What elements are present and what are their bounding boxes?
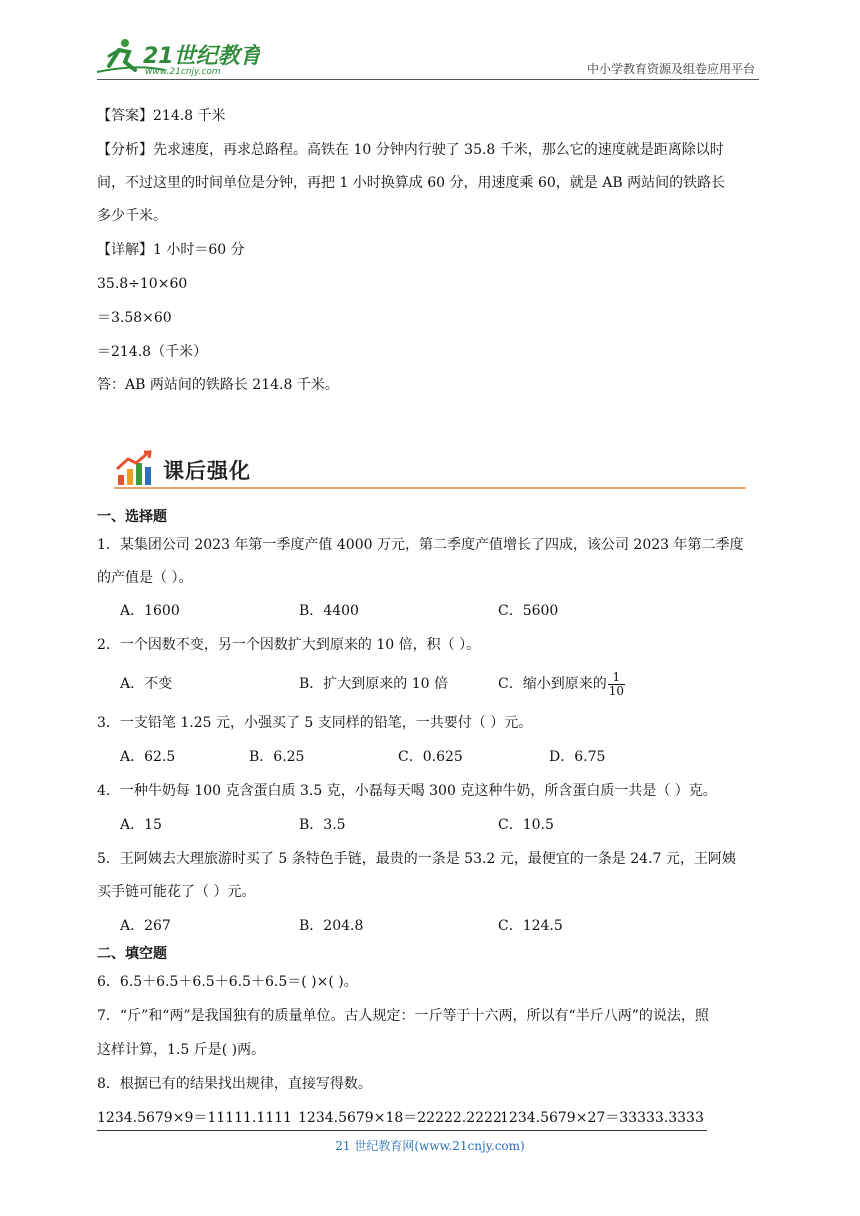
q7-line-2: 这样计算，1.5 斤是( )两。 bbox=[97, 1042, 266, 1058]
q8-line: 8．根据已有的结果找出规律，直接写得数。 bbox=[97, 1076, 372, 1092]
analysis-line-2: 间，不过这里的时间单位是分钟，再把 1 小时换算成 60 分，用速度乘 60，就是 AB 两站间的铁路长 bbox=[97, 175, 726, 191]
q4-line-1: 4．一种牛奶每 100 克含蛋白质 3.5 克，小磊每天喝 300 克这种牛奶，所含蛋白质一共是（ ）克。 bbox=[97, 783, 717, 799]
q1-line-2: 的产值是（ ）。 bbox=[97, 570, 193, 586]
site-logo bbox=[95, 36, 260, 78]
answer-line: 【答案】214.8 千米 bbox=[97, 108, 226, 124]
q5-option-a: A．267 bbox=[120, 918, 171, 934]
part2-heading: 二、填空题 bbox=[97, 946, 167, 962]
q8-equation-1: 1234.5679×9＝11111.1111 bbox=[97, 1110, 292, 1126]
q7-line-1: 7．“斤”和“两”是我国独有的质量单位。古人规定：一斤等于十六两，所以有“半斤八两”的说法，照 bbox=[97, 1008, 709, 1024]
q5-option-b: B．204.8 bbox=[299, 918, 364, 934]
detail-line-3: ＝3.58×60 bbox=[97, 310, 172, 326]
q4-option-b: B．3.5 bbox=[299, 817, 346, 833]
q6-line: 6．6.5＋6.5＋6.5＋6.5＋6.5＝( )×( )。 bbox=[97, 974, 358, 990]
q2-option-c bbox=[498, 664, 625, 704]
detail-line-1: 【详解】1 小时＝60 分 bbox=[97, 242, 245, 258]
analysis-line-1: 【分析】先求速度，再求总路程。高铁在 10 分钟内行驶了 35.8 千米，那么它的速度就是距离除以时 bbox=[97, 142, 724, 158]
q2-option-a: A．不变 bbox=[120, 676, 173, 692]
header-divider bbox=[97, 79, 759, 80]
fraction bbox=[608, 671, 625, 698]
q3-line-1: 3．一支铅笔 1.25 元，小强买了 5 支同样的铅笔，一共要付（ ）元。 bbox=[97, 715, 533, 731]
logo-url: www.21cnjy.com bbox=[145, 67, 221, 77]
q8-equation-3: 1234.5679×27＝33333.3333 bbox=[500, 1110, 704, 1126]
q8-equation-2: 1234.5679×18＝22222.2222 bbox=[298, 1110, 502, 1126]
analysis-line-3: 多少千米。 bbox=[97, 208, 167, 224]
q3-option-a: A．62.5 bbox=[120, 749, 176, 765]
detail-line-5: 答：AB 两站间的铁路长 214.8 千米。 bbox=[97, 377, 339, 393]
q5-line-1: 5．王阿姨去大理旅游时买了 5 条特色手链，最贵的一条是 53.2 元，最便宜的一条是 24.7 元，王阿姨 bbox=[97, 851, 736, 867]
footer-divider bbox=[97, 1130, 707, 1131]
q1-option-a: A．1600 bbox=[120, 603, 180, 619]
q3-option-c: C．0.625 bbox=[398, 749, 463, 765]
header-platform-text: 中小学教育资源及组卷应用平台 bbox=[586, 62, 755, 76]
q4-option-c: C．10.5 bbox=[498, 817, 554, 833]
section-title: 课后强化 bbox=[163, 459, 251, 483]
q2-option-c-text: C．缩小到原来的 bbox=[498, 676, 607, 692]
q2-option-b: B．扩大到原来的 10 倍 bbox=[299, 676, 449, 692]
fraction-denominator: 10 bbox=[608, 683, 624, 698]
q1-option-c: C．5600 bbox=[498, 603, 559, 619]
q3-option-b: B．6.25 bbox=[249, 749, 305, 765]
section-divider bbox=[114, 487, 746, 489]
footer-link[interactable]: 21 世纪教育网(www.21cnjy.com) bbox=[335, 1139, 525, 1153]
q1-option-b: B．4400 bbox=[299, 603, 359, 619]
q4-option-a: A．15 bbox=[120, 817, 162, 833]
detail-line-4: ＝214.8（千米） bbox=[97, 344, 208, 360]
logo-text: 21世纪教育 bbox=[143, 44, 260, 69]
q3-option-d: D．6.75 bbox=[549, 749, 606, 765]
part1-heading: 一、选择题 bbox=[97, 509, 167, 525]
q2-line-1: 2．一个因数不变，另一个因数扩大到原来的 10 倍，积（ ）。 bbox=[97, 637, 481, 653]
q5-option-c: C．124.5 bbox=[498, 918, 563, 934]
fraction-numerator: 1 bbox=[608, 671, 625, 685]
q1-line-1: 1．某集团公司 2023 年第一季度产值 4000 万元，第二季度产值增长了四成，该公司 2023 年第二季度 bbox=[97, 537, 744, 553]
detail-line-2: 35.8÷10×60 bbox=[97, 276, 188, 292]
q5-line-2: 买手链可能花了（ ）元。 bbox=[97, 884, 256, 900]
chart-growth-icon bbox=[114, 449, 162, 489]
